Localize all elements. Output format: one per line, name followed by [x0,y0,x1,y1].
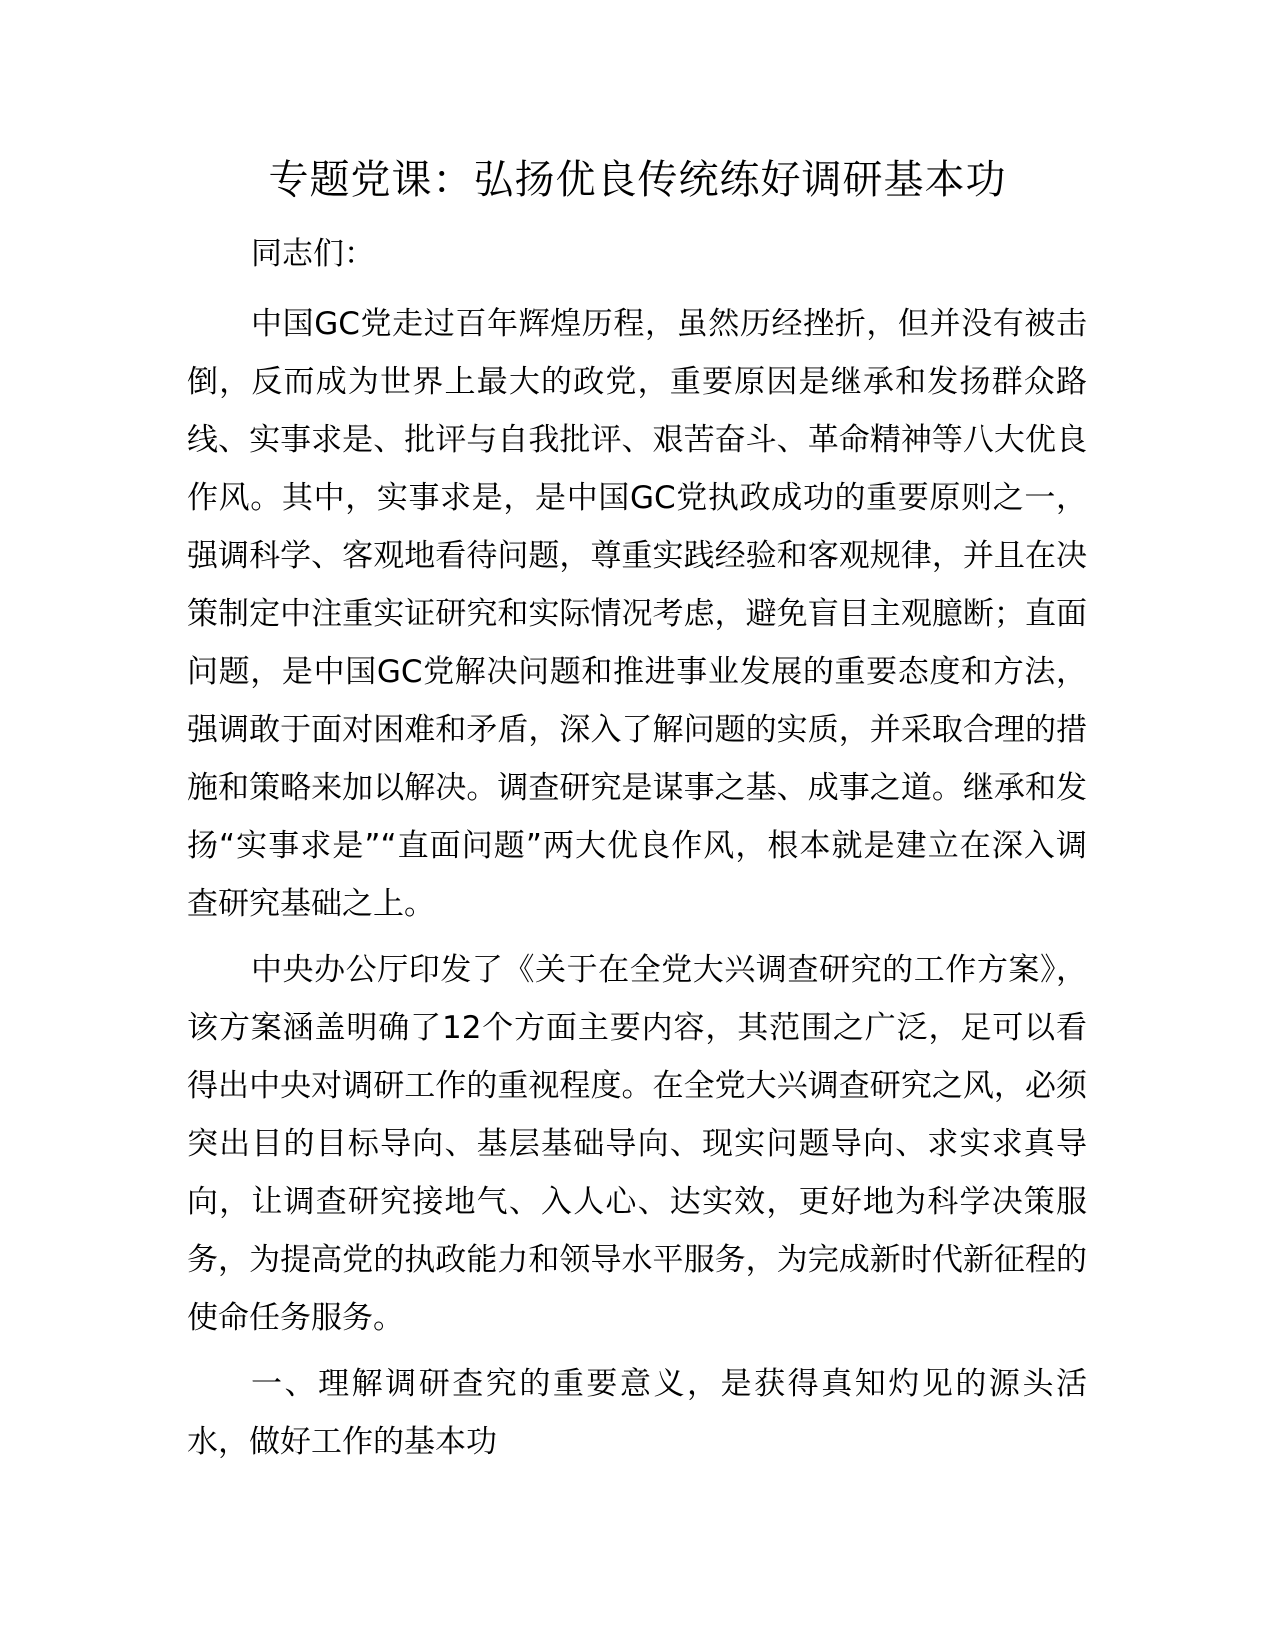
document-title: 专题党课：弘扬优良传统练好调研基本功 [268,157,1007,203]
paragraph-party-history: 中国GC党走过百年辉煌历程，虽然历经挫折，但并没有被击倒，反而成为世界上最大的政党，重要原因是继承和发扬群众路线、实事求是、批评与自我批评、艰苦奋斗、革命精神等八大优良作风。其中，实事求是，是中国GC党执政成功的重要原则之一，强调科学、客观地看待问题，尊重实践经验和客观规律，并且在决策制定中注重实证研究和实际情况考虑，避免盲目主观臆断；直面问题，是中国GC党解决问题和推进事业发展的重要态度和方法，强调敢于面对困难和矛盾，深入了解问题的实质，并采取合理的措施和策略来加以解决。调查研究是谋事之基、成事之道。继承和发扬“实事求是”“直面问题”两大优良作风，根本就是建立在深入调查研究基础之上。 [187,306,1087,922]
document-body [187,225,1087,1471]
section-heading-1: 一、理解调研查究的重要意义，是获得真知灼见的源头活水，做好工作的基本功 [187,1366,1087,1460]
paragraph-work-plan: 中央办公厅印发了《关于在全党大兴调查研究的工作方案》，该方案涵盖明确了12个方面主要内容，其范围之广泛，足可以看得出中央对调研工作的重视程度。在全党大兴调查研究之风，必须突出目的目标导向、基层基础导向、现实问题导向、求实求真导向，让调查研究接地气、入人心、达实效，更好地为科学决策服务，为提高党的执政能力和领导水平服务，为完成新时代新征程的使命任务服务。 [187,952,1087,1336]
salutation: 同志们： [251,236,375,272]
